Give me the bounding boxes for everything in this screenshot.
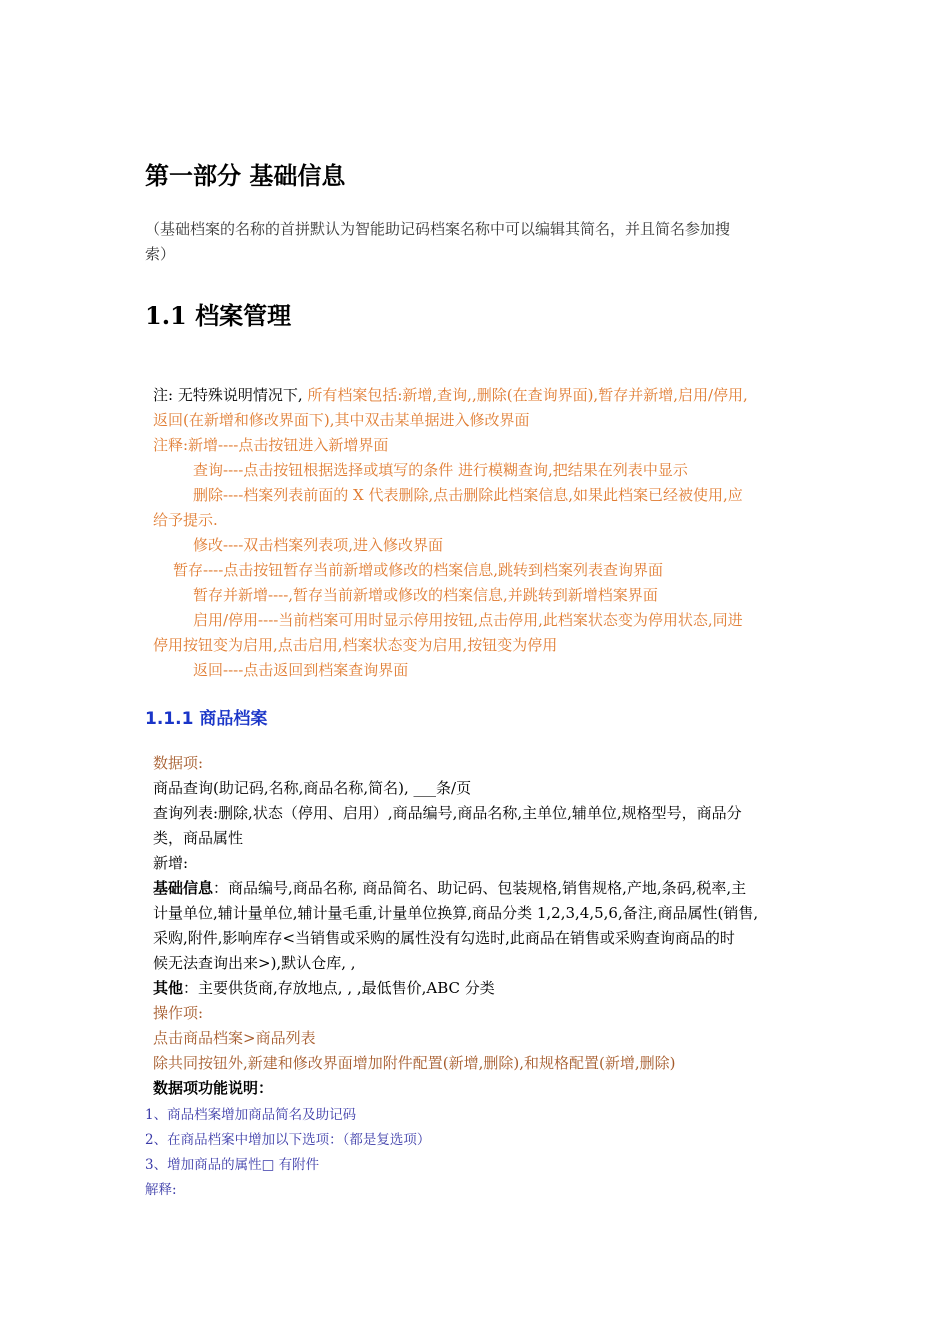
- note-line-10: 启用/停用----当前档案可用时显示停用按钮,点击停用,此档案状态变为停用状态,同进: [193, 611, 743, 629]
- note-line-2: 返回(在新增和修改界面下),其中双击某单据进入修改界面: [153, 411, 530, 429]
- note-line-12: 返回----点击返回到档案查询界面: [193, 661, 409, 679]
- explain-label: 解释:: [145, 1182, 177, 1198]
- goods-list-line-1: 查询列表:删除,状态（停用、启用）,商品编号,商品名称,主单位,辅单位,规格型号，商品分: [153, 804, 742, 822]
- note-line-1: [153, 384, 748, 405]
- note-line-9: 暂存并新增----,暂存当前新增或修改的档案信息,并跳转到新增档案界面: [193, 586, 658, 604]
- ops-line-2: 除共同按钮外,新建和修改界面增加附件配置(新增,删除),和规格配置(新增,删除): [153, 1054, 676, 1072]
- intro-line-2: 索）: [145, 245, 176, 263]
- note-line-7: 修改----双击档案列表项,进入修改界面: [193, 536, 444, 554]
- goods-basic-line-3: 采购,附件,影响库存<当销售或采购的属性没有勾选时,此商品在销售或采购查询商品的时: [153, 929, 735, 947]
- goods-other-line: [153, 977, 495, 998]
- section-heading: 1.1 档案管理: [145, 301, 292, 330]
- ops-line-1: 点击商品档案>商品列表: [153, 1029, 316, 1047]
- note-line-3: 注释:新增----点击按钮进入新增界面: [153, 436, 389, 454]
- func-item-2: 2、在商品档案中增加以下选项：（都是复选项）: [145, 1132, 431, 1148]
- note-rest: 所有档案包括:新增,查询,,删除(在查询界面),暂存并新增,启用/停用,: [307, 386, 748, 404]
- note-line-5: 删除----档案列表前面的 X 代表删除,点击删除此档案信息,如果此档案已经被使用,应: [193, 486, 743, 504]
- goods-query-line: 商品查询(助记码,名称,商品名称,简名), ___条/页: [153, 779, 472, 797]
- func-label: 数据项功能说明：: [153, 1079, 274, 1097]
- note-line-4: 查询----点击按钮根据选择或填写的条件 进行模糊查询,把结果在列表中显示: [193, 461, 688, 479]
- basic-info-label: 基础信息: [153, 879, 214, 897]
- note-line-8: 暂存----点击按钮暂存当前新增或修改的档案信息,跳转到档案列表查询界面: [173, 561, 664, 579]
- goods-new-label: 新增:: [153, 854, 189, 872]
- goods-basic-line-1: [153, 877, 746, 898]
- other-label: 其他: [153, 979, 184, 997]
- basic-info-text: ：商品编号,商品名称, 商品简名、助记码、包装规格,销售规格,产地,条码,税率,主: [213, 879, 747, 897]
- ops-label: 操作项:: [153, 1004, 204, 1022]
- func-item-1: 1、商品档案增加商品简名及助记码: [145, 1107, 357, 1123]
- note-line-6: 给予提示.: [153, 511, 218, 529]
- subsection-heading: 1.1.1 商品档案: [145, 709, 268, 729]
- func-item-3: 3、增加商品的属性□ 有附件: [145, 1157, 320, 1173]
- part-heading: 第一部分 基础信息: [145, 162, 346, 190]
- other-text: ：主要供货商,存放地点, , ,最低售价,ABC 分类: [183, 979, 495, 997]
- goods-basic-line-4: 候无法查询出来>),默认仓库, ,: [153, 954, 356, 972]
- intro-line-1: （基础档案的名称的首拼默认为智能助记码档案名称中可以编辑其简名，并且简名参加搜: [145, 220, 731, 238]
- note-line-11: 停用按钮变为启用,点击启用,档案状态变为启用,按钮变为停用: [153, 636, 558, 654]
- goods-list-line-2: 类，商品属性: [153, 829, 244, 847]
- data-items-label: 数据项:: [153, 754, 204, 772]
- goods-basic-line-2: 计量单位,辅计量单位,辅计量毛重,计量单位换算,商品分类 1,2,3,4,5,6,备注,商品属性(销售,: [153, 904, 759, 922]
- note-prefix: 注: 无特殊说明情况下,: [153, 386, 308, 404]
